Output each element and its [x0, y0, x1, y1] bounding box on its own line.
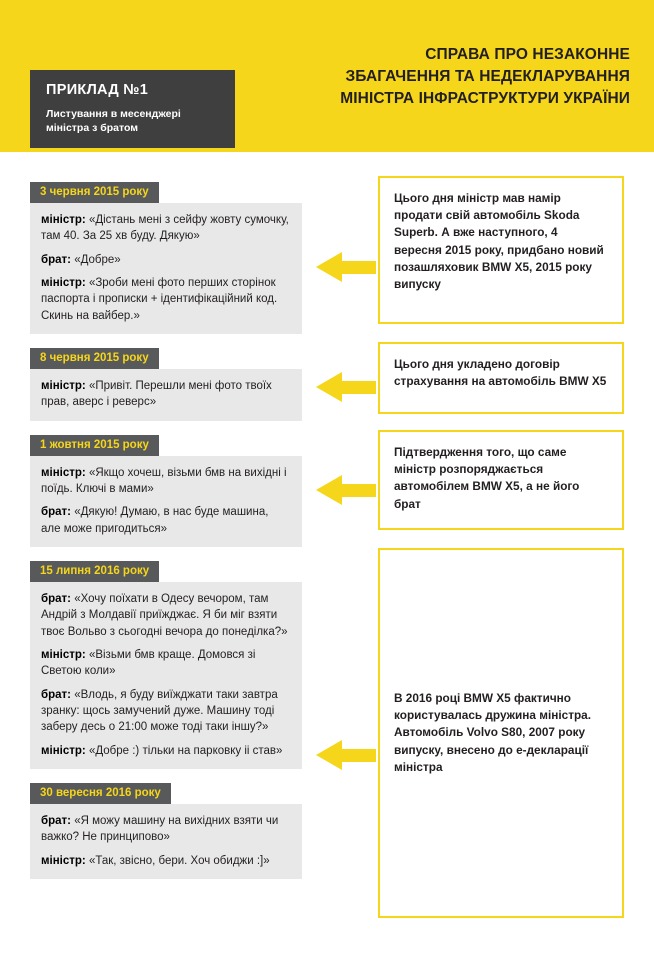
arrow-left-icon-2: [316, 372, 342, 402]
page-title-line-1: СПРАВА ПРО НЕЗАКОННЕ: [425, 46, 630, 63]
message-text: «Дістань мені з сейфу жовту сумочку, там 40. За 25 хв буду. Дякую»: [41, 214, 289, 243]
page-title: [240, 44, 630, 110]
chat-date: 3 червня 2015 року: [30, 182, 159, 203]
message-sender: брат:: [41, 814, 71, 827]
message-sender: міністр:: [41, 744, 86, 757]
message-text: «Влодь, я буду виїжджати таки завтра зранку: щось замучений дуже. Машину тоді заберу десь о 21:00 може тоді таки іншу?»: [41, 688, 278, 734]
message-text: «Візьми бмв краще. Домовся зі Светою коли»: [41, 648, 256, 678]
message-text: «Дякую! Думаю, в нас буде машина, але може пригодиться»: [41, 506, 269, 535]
message-text: «Добре :) тільки на парковку іі став»: [88, 744, 283, 757]
chat-message: [41, 275, 291, 324]
message-sender: міністр:: [41, 648, 86, 661]
chat-date: 15 липня 2016 року: [30, 561, 159, 582]
chat-date: 8 червня 2015 року: [30, 348, 159, 369]
message-text: «Зроби мені фото перших сторінок паспорта і прописки + ідентифікаційний код. Скинь на вайбер.»: [41, 276, 278, 322]
arrow-shaft-2: [342, 381, 376, 394]
chat-message: [41, 465, 291, 498]
chat-bubble: [30, 456, 302, 547]
example-subtitle: Листування в месенджері міністра з братом: [46, 108, 181, 135]
arrow-shaft-1: [342, 261, 376, 274]
chat-message: [41, 853, 291, 869]
chat-bubble: [30, 804, 302, 879]
chat-message: [41, 504, 291, 537]
message-sender: міністр:: [41, 854, 86, 867]
example-label-box: [30, 70, 235, 148]
chat-message: [41, 813, 291, 846]
message-text: «Привіт. Перешли мені фото твоїх прав, аверс і реверс»: [41, 379, 272, 409]
chat-date: 30 вересня 2016 року: [30, 783, 171, 804]
chat-message: [41, 647, 291, 680]
chat-block: [30, 348, 302, 421]
annotation-note: Цього дня укладено договір страхування на автомобіль BMW X5: [378, 342, 624, 414]
chat-bubble: [30, 582, 302, 769]
chat-block: [30, 783, 302, 879]
message-sender: міністр:: [41, 214, 86, 226]
chat-message: [41, 212, 291, 245]
chat-message: [41, 591, 291, 640]
chat-message: [41, 252, 291, 268]
message-sender: міністр:: [41, 379, 86, 392]
message-sender: брат:: [41, 253, 71, 266]
example-title: ПРИКЛАД №1: [46, 82, 149, 98]
chat-message: [41, 378, 291, 411]
arrow-left-icon-4: [316, 740, 342, 770]
chat-message: [41, 743, 291, 759]
arrow-shaft-3: [342, 484, 376, 497]
annotation-note: Цього дня міністр мав намір продати свій автомобіль Skoda Superb. А вже наступного, 4 вересня 2015 року, придбано новий позашляховик BMW X5, 2015 року випуску: [378, 176, 624, 324]
chat-message: [41, 687, 291, 736]
annotation-note: В 2016 році BMW X5 фактично користувалась дружина міністра. Автомобіль Volvo S80, 2007 року випуску, внесено до е-декларації міністра: [378, 548, 624, 918]
chat-column: [30, 182, 302, 893]
annotation-column: [378, 176, 624, 918]
message-sender: брат:: [41, 506, 71, 519]
message-text: «Я можу машину на вихідних взяти чи важко? Не принципово»: [41, 814, 279, 844]
message-sender: міністр:: [41, 466, 86, 479]
arrow-left-icon-1: [316, 252, 342, 282]
page-title-line-2: ЗБАГАЧЕННЯ ТА НЕДЕКЛАРУВАННЯ: [345, 68, 630, 85]
arrow-shaft-4: [342, 749, 376, 762]
arrow-left-icon-3: [316, 475, 342, 505]
chat-bubble: [30, 369, 302, 421]
chat-bubble: [30, 203, 302, 334]
message-text: «Якщо хочеш, візьми бмв на вихідні і поїдь. Ключі в мами»: [41, 466, 287, 495]
message-sender: брат:: [41, 688, 71, 701]
annotation-note: Підтвердження того, що саме міністр розпоряджається автомобілем BMW X5, а не його брат: [378, 430, 624, 530]
chat-block: [30, 561, 302, 769]
page-title-line-3: МІНІСТРА ІНФРАСТРУКТУРИ УКРАЇНИ: [340, 90, 630, 107]
message-sender: брат:: [41, 592, 71, 605]
chat-block: [30, 182, 302, 334]
chat-block: [30, 435, 302, 547]
message-sender: міністр:: [41, 276, 86, 289]
message-text: «Так, звісно, бери. Хоч обиджи :]»: [88, 854, 270, 867]
message-text: «Хочу поїхати в Одесу вечором, там Андрій з Молдавії приїжджає. Я би міг взяти твоє Вольво з сьогодні вечора до понеділка?»: [41, 592, 288, 638]
message-text: «Добре»: [74, 253, 121, 266]
chat-date: 1 жовтня 2015 року: [30, 435, 159, 456]
